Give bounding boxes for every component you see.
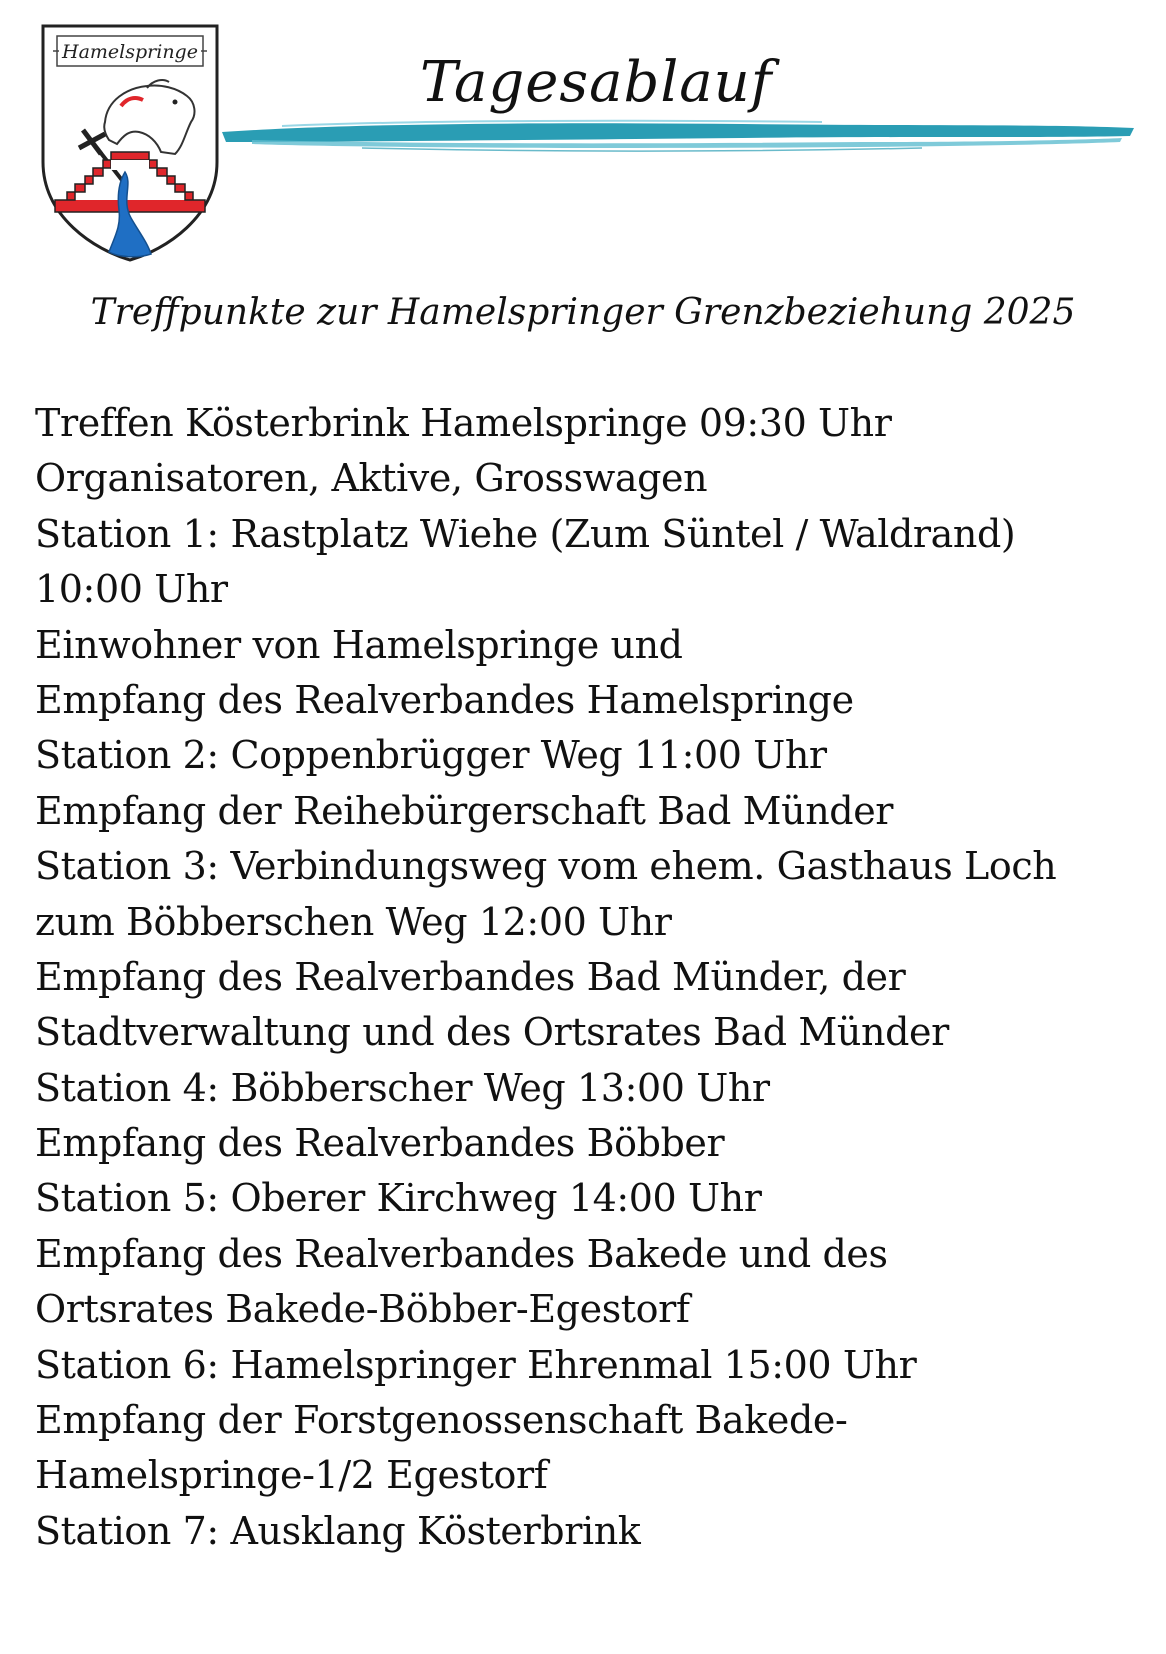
schedule-line: Treffen Kösterbrink Hamelspringe 09:30 Uhr: [35, 401, 892, 445]
schedule-line: Empfang der Forstgenossenschaft Bakede-: [35, 1398, 848, 1443]
coat-of-arms: [35, 22, 225, 264]
schedule-line: Station 1: Rastplatz Wiehe (Zum Süntel / Waldrand): [35, 511, 1016, 556]
crest-banner-text: Hamelspringe: [62, 41, 198, 63]
schedule-line: 10:00 Uhr: [35, 567, 228, 612]
schedule-line: Station 7: Ausklang Kösterbrink: [35, 1508, 641, 1553]
schedule-line: Empfang der Reihebürgerschaft Bad Münder: [35, 788, 894, 833]
schedule-line: Ortsrates Bakede-Böbber-Egestorf: [35, 1287, 690, 1332]
schedule-line: Station 3: Verbindungsweg vom ehem. Gasthaus Loch: [35, 844, 1057, 889]
schedule-line: Station 5: Oberer Kirchweg 14:00 Uhr: [35, 1176, 762, 1221]
page-title: Tagesablauf: [420, 50, 773, 115]
schedule-line: Station 2: Coppenbrügger Weg 11:00 Uhr: [35, 733, 827, 778]
schedule-line: zum Böbberschen Weg 12:00 Uhr: [35, 899, 672, 944]
schedule-list: [35, 396, 1145, 1559]
schedule-line: Hamelspringe-1/2 Egestorf: [35, 1453, 548, 1498]
schedule-line: Empfang des Realverbandes Bad Münder, der: [35, 954, 906, 999]
schedule-line: Empfang des Realverbandes Bakede und des: [35, 1231, 888, 1276]
schedule-line: Empfang des Realverbandes Hamelspringe: [35, 677, 854, 722]
schedule-line: Station 6: Hamelspringer Ehrenmal 15:00 Uhr: [35, 1342, 917, 1387]
schedule-line: Station 4: Böbberscher Weg 13:00 Uhr: [35, 1065, 770, 1110]
schedule-line: Organisatoren, Aktive, Grosswagen: [35, 456, 708, 501]
schedule-line: Empfang des Realverbandes Böbber: [35, 1121, 725, 1166]
brush-stroke-divider: [222, 118, 1134, 158]
schedule-line: Stadtverwaltung und des Ortsrates Bad Münder: [35, 1010, 949, 1055]
schedule-line: Einwohner von Hamelspringe und: [35, 622, 683, 667]
event-subtitle: Treffpunkte zur Hamelspringer Grenzbeziehung 2025: [90, 292, 1076, 333]
